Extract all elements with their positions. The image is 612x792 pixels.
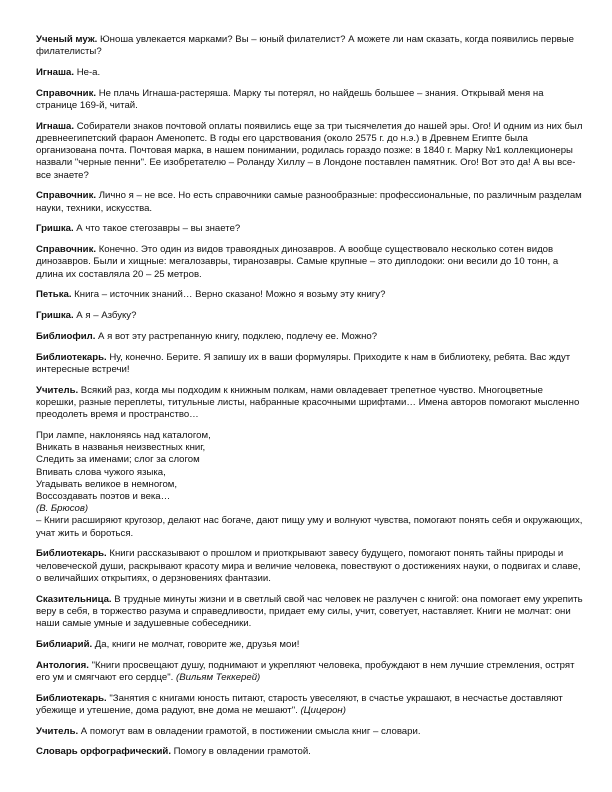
dialogue-line xyxy=(36,746,584,758)
speaker-name: Ученый муж. xyxy=(36,34,98,45)
poem-block xyxy=(36,430,584,540)
speaker-name: Библиарий. xyxy=(36,638,93,650)
dialogue-line xyxy=(36,660,584,684)
dialogue-line xyxy=(36,289,584,301)
speaker-name: Учитель. xyxy=(36,384,79,396)
speech-text: Книги рассказывают о прошлом и приоткрывают завесу будущего, помогают понять тайны природы и человеческой души, раскрывают красоту мира и величие человека, повествуют о достижениях науки, о подвигах и славе, о величайших открытиях, о дерзновениях фантазии. xyxy=(36,548,581,584)
dialogue-line xyxy=(36,548,584,585)
speaker-name: Гришка. xyxy=(36,223,74,235)
speaker-name: Учитель. xyxy=(36,725,79,737)
dialogue-line xyxy=(36,639,584,651)
speech-text: Собиратели знаков почтовой оплаты появились еще за три тысячелетия до нашей эры. Ого! И одним из них был древнеегипетский фараон Аменопетс. В годы его царствования (около 2575 г. до н.э.) в Древнем Египте была организована почта. Почтовая марка, в нашем понимании, родилась гораздо позже: в 1840 г. Марку №1 коллекционеры назвали "черные пенни". Ее изобретателю – Роланду Хиллу – в Лондоне поставлен памятник. Ого! Вот это да! А вы все-все знаете? xyxy=(36,120,583,181)
dialogue-line xyxy=(36,594,584,631)
dialogue-line xyxy=(36,310,584,322)
speaker-name: Справочник. xyxy=(36,87,97,99)
dialogue-section-2 xyxy=(36,548,584,758)
speaker-name: Справочник. xyxy=(36,190,97,202)
speech-text: Всякий раз, когда мы подходим к книжным полкам, нами овладевает трепетное чувство. Многоцветные корешки, разные переплеты, титульные листы, набранные красочными шрифтами… Имена авторов помогают мысленно преодолеть время и пространство… xyxy=(36,384,580,421)
poem-line: Следить за именами; слог за слогом xyxy=(36,454,200,466)
speech-text: Не плачь Игнаша-растеряша. Марку ты потерял, но найдешь большее – знания. Открывай меня на странице 169-й, читай. xyxy=(36,87,544,111)
speaker-name: Петька. xyxy=(36,289,72,301)
speaker-name: Антология. xyxy=(36,659,89,671)
speech-text: Книга – источник знаний… Верно сказано! Можно я возьму эту книгу? xyxy=(71,289,386,301)
dialogue-section-1 xyxy=(36,34,584,421)
speech-text: В трудные минуты жизни и в светлый свой час человек не разлучен с книгой: она помогает ему укрепить веру в себя, в торжество разума и справедливости, придает ему силы, учит, советует, наставляет. Книги не молчат: они наши самые умные и задушевные собеседники. xyxy=(36,593,583,630)
speech-text: Лично я – не все. Но есть справочники самые разнообразные: профессиональные, по различным разделам науки, техники, искусства. xyxy=(36,190,582,214)
dialogue-line xyxy=(36,352,584,376)
speaker-name: Библиотекарь. xyxy=(36,351,107,363)
quote-citation: (Вильям Теккерей) xyxy=(176,671,261,683)
poem-attribution: (В. Брюсов) xyxy=(36,503,89,515)
dialogue-line xyxy=(36,693,584,717)
speech-text: А я вот эту растрепанную книгу, подклею, подлечу ее. Можно? xyxy=(95,331,378,342)
dialogue-line xyxy=(36,34,584,58)
speaker-name: Сказительница. xyxy=(36,593,112,605)
speaker-name: Игнаша. xyxy=(36,120,75,132)
poem-line: Воссоздавать поэтов и века… xyxy=(36,491,171,503)
dialogue-line xyxy=(36,190,584,214)
speaker-name: Справочник. xyxy=(36,244,97,256)
speech-text: Не-а. xyxy=(74,67,101,78)
speech-text: А я – Азбуку? xyxy=(73,310,137,322)
dialogue-line xyxy=(36,244,584,281)
dialogue-line xyxy=(36,726,584,738)
document-page xyxy=(36,34,584,767)
speaker-name: Гришка. xyxy=(36,310,74,322)
speaker-name: Игнаша. xyxy=(36,67,75,78)
speech-text: Юноша увлекается марками? Вы – юный филателист? А можете ли нам сказать, когда появились первые филателисты? xyxy=(36,34,575,58)
speech-text: А помогут вам в овладении грамотой, в постижении смысла книг – словари. xyxy=(78,725,421,737)
dialogue-line xyxy=(36,223,584,235)
poem-line: Впивать слова чужого языка, xyxy=(36,466,166,478)
speaker-name: Библиотекарь. xyxy=(36,692,107,704)
speech-text: "Занятия с книгами юность питают, старость увеселяют, в счастье украшают, в несчастье доставляют убежище и утешение, дома радуют, вне дома не мешают". xyxy=(36,692,563,716)
dialogue-line xyxy=(36,121,584,182)
poem-line: Вникать в названья неизвестных книг, xyxy=(36,442,206,454)
quote-citation: (Цицерон) xyxy=(300,704,346,716)
speech-text: Да, книги не молчат, говорите же, друзья мои! xyxy=(92,638,300,650)
speech-text: "Книги просвещают душу, поднимают и укрепляют человека, пробуждают в нем лучшие стремления, острят его ум и смягчают его сердце". xyxy=(36,659,575,683)
speaker-name: Библиофил. xyxy=(36,331,96,342)
poem-line: При лампе, наклоняясь над каталогом, xyxy=(36,430,211,441)
dialogue-line xyxy=(36,67,584,79)
speech-text: А что такое стегозавры – вы знаете? xyxy=(73,223,241,235)
speaker-name: Библиотекарь. xyxy=(36,548,107,560)
dialogue-line xyxy=(36,331,584,343)
poem-line: Угадывать великое в немногом, xyxy=(36,478,178,490)
dialogue-line xyxy=(36,385,584,422)
speech-text: Ну, конечно. Берите. Я запишу их в ваши формуляры. Приходите к нам в библиотеку, ребята. Вас ждут интересные встречи! xyxy=(36,351,571,375)
speech-text: Помогу в овладении грамотой. xyxy=(171,746,311,758)
speaker-name: Словарь орфографический. xyxy=(36,746,171,758)
speech-text: Конечно. Это один из видов травоядных динозавров. А вообще существовало несколько сотен видов динозавров. Были и хищные: мегалозавры, тиранозавры. Самые крупные – это диплодоки: они весили до 10 тонн, а длина их составляла 20 – 25 метров. xyxy=(36,244,559,280)
poem-commentary: – Книги расширяют кругозор, делают нас богаче, дают пищу уму и волнуют чувства, помогают понять себя и окружающих, учат жить и бороться. xyxy=(36,515,583,539)
dialogue-line xyxy=(36,88,584,112)
